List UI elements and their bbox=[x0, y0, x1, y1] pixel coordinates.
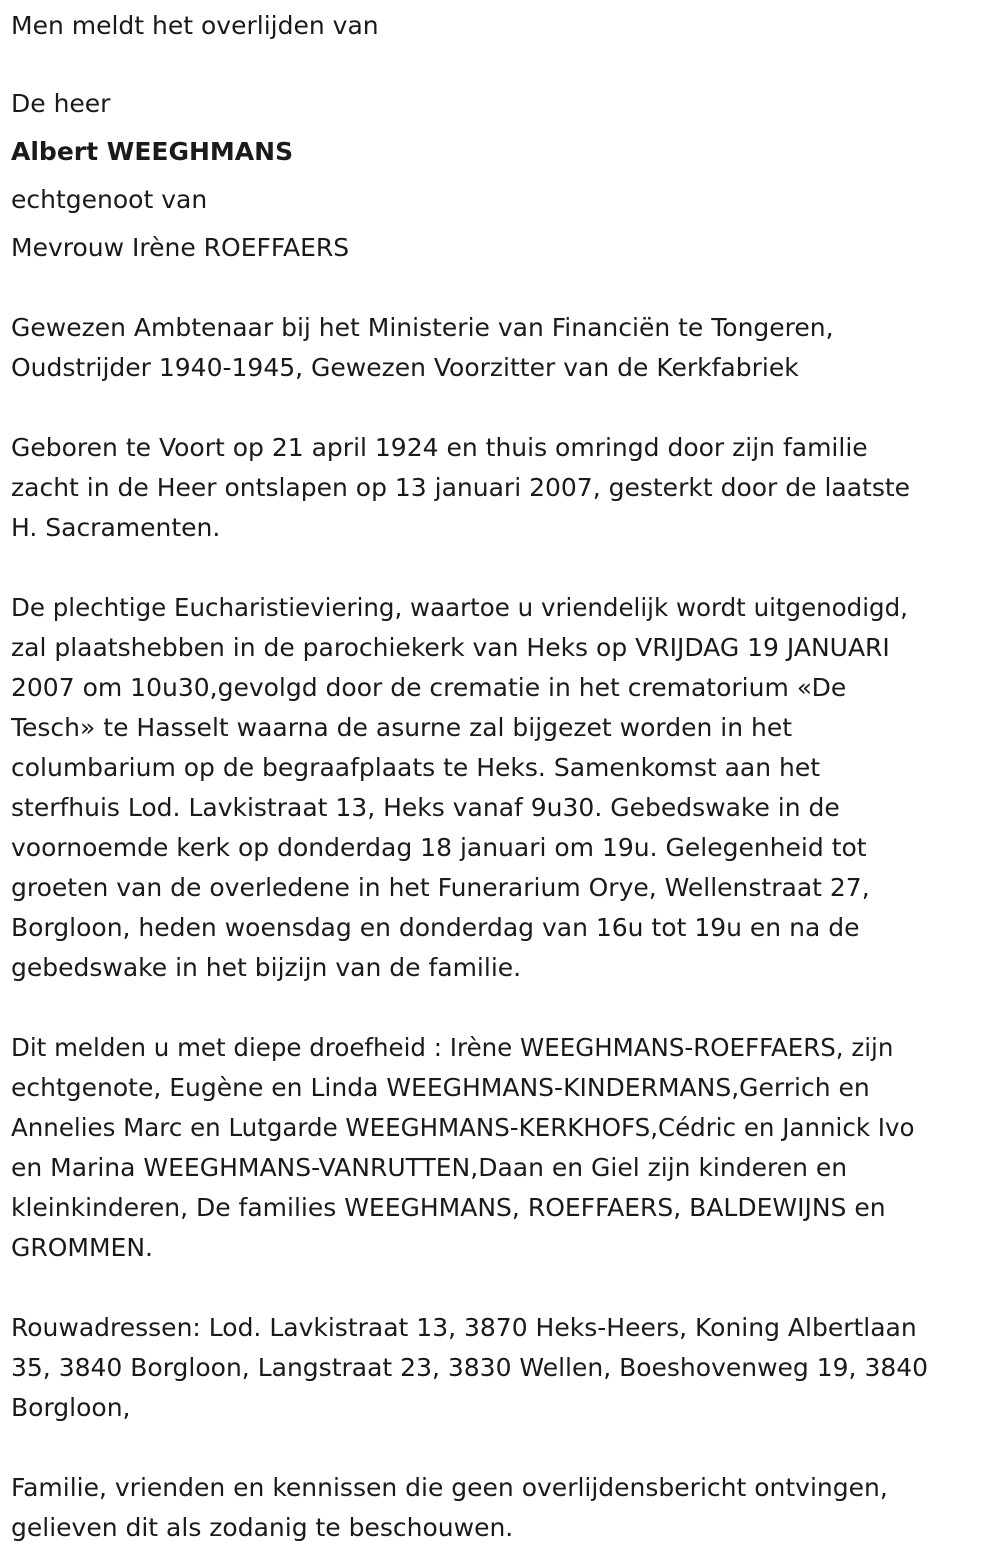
ceremony-line: groeten van de overledene in het Funerarium Orye, Wellenstraat 27, bbox=[11, 873, 870, 902]
family-line: Dit melden u met diepe droefheid : Irène WEEGHMANS-ROEFFAERS, zijn bbox=[11, 1033, 894, 1062]
ceremony-line: columbarium op de begraafplaats te Heks. Samenkomst aan het bbox=[11, 753, 821, 782]
career-line: Gewezen Ambtenaar bij het Ministerie van Financiën te Tongeren, bbox=[11, 313, 834, 342]
career-line: Oudstrijder 1940-1945, Gewezen Voorzitter van de Kerkfabriek bbox=[11, 353, 799, 382]
family-line: echtgenote, Eugène en Linda WEEGHMANS-KINDERMANS,Gerrich en bbox=[11, 1073, 870, 1102]
spouse-label: echtgenoot van bbox=[11, 185, 208, 214]
ceremony-paragraph bbox=[11, 588, 988, 988]
family-line: kleinkinderen, De families WEEGHMANS, ROEFFAERS, BALDEWIJNS en bbox=[11, 1193, 886, 1222]
ceremony-line: gebedswake in het bijzijn van de familie. bbox=[11, 953, 522, 982]
birth-death-line: zacht in de Heer ontslapen op 13 januari 2007, gesterkt door de laatste bbox=[11, 473, 911, 502]
ceremony-line: 2007 om 10u30,gevolgd door de crematie in het crematorium «De bbox=[11, 673, 847, 702]
address-line: 35, 3840 Borgloon, Langstraat 23, 3830 Wellen, Boeshovenweg 19, 3840 bbox=[11, 1353, 929, 1382]
family-line: GROMMEN. bbox=[11, 1233, 154, 1262]
family-line: en Marina WEEGHMANS-VANRUTTEN,Daan en Giel zijn kinderen en bbox=[11, 1153, 848, 1182]
career-paragraph bbox=[11, 308, 988, 388]
addresses-paragraph bbox=[11, 1308, 988, 1428]
family-paragraph bbox=[11, 1028, 988, 1268]
intro-text: Men meldt het overlijden van bbox=[11, 11, 379, 40]
birth-death-line: H. Sacramenten. bbox=[11, 513, 221, 542]
closing-line: Familie, vrienden en kennissen die geen overlijdensbericht ontvingen, bbox=[11, 1473, 888, 1502]
address-line: Borgloon, bbox=[11, 1393, 131, 1422]
deceased-name: Albert WEEGHMANS bbox=[11, 137, 294, 166]
ceremony-line: Tesch» te Hasselt waarna de asurne zal bijgezet worden in het bbox=[11, 713, 793, 742]
ceremony-line: zal plaatshebben in de parochiekerk van Heks op VRIJDAG 19 JANUARI bbox=[11, 633, 890, 662]
family-line: Annelies Marc en Lutgarde WEEGHMANS-KERKHOFS,Cédric en Jannick Ivo bbox=[11, 1113, 915, 1142]
salutation: De heer bbox=[11, 89, 111, 118]
deceased-block bbox=[11, 80, 988, 272]
spouse-name: Mevrouw Irène ROEFFAERS bbox=[11, 233, 350, 262]
address-line: Rouwadressen: Lod. Lavkistraat 13, 3870 Heks-Heers, Koning Albertlaan bbox=[11, 1313, 917, 1342]
ceremony-line: De plechtige Eucharistieviering, waartoe u vriendelijk wordt uitgenodigd, bbox=[11, 593, 908, 622]
ceremony-line: Borgloon, heden woensdag en donderdag van 16u tot 19u en na de bbox=[11, 913, 860, 942]
closing-paragraph bbox=[11, 1468, 988, 1548]
ceremony-line: voornoemde kerk op donderdag 18 januari om 19u. Gelegenheid tot bbox=[11, 833, 867, 862]
closing-line: gelieven dit als zodanig te beschouwen. bbox=[11, 1513, 514, 1542]
birth-death-line: Geboren te Voort op 21 april 1924 en thuis omringd door zijn familie bbox=[11, 433, 868, 462]
ceremony-line: sterfhuis Lod. Lavkistraat 13, Heks vanaf 9u30. Gebedswake in de bbox=[11, 793, 840, 822]
birth-death-paragraph bbox=[11, 428, 988, 548]
